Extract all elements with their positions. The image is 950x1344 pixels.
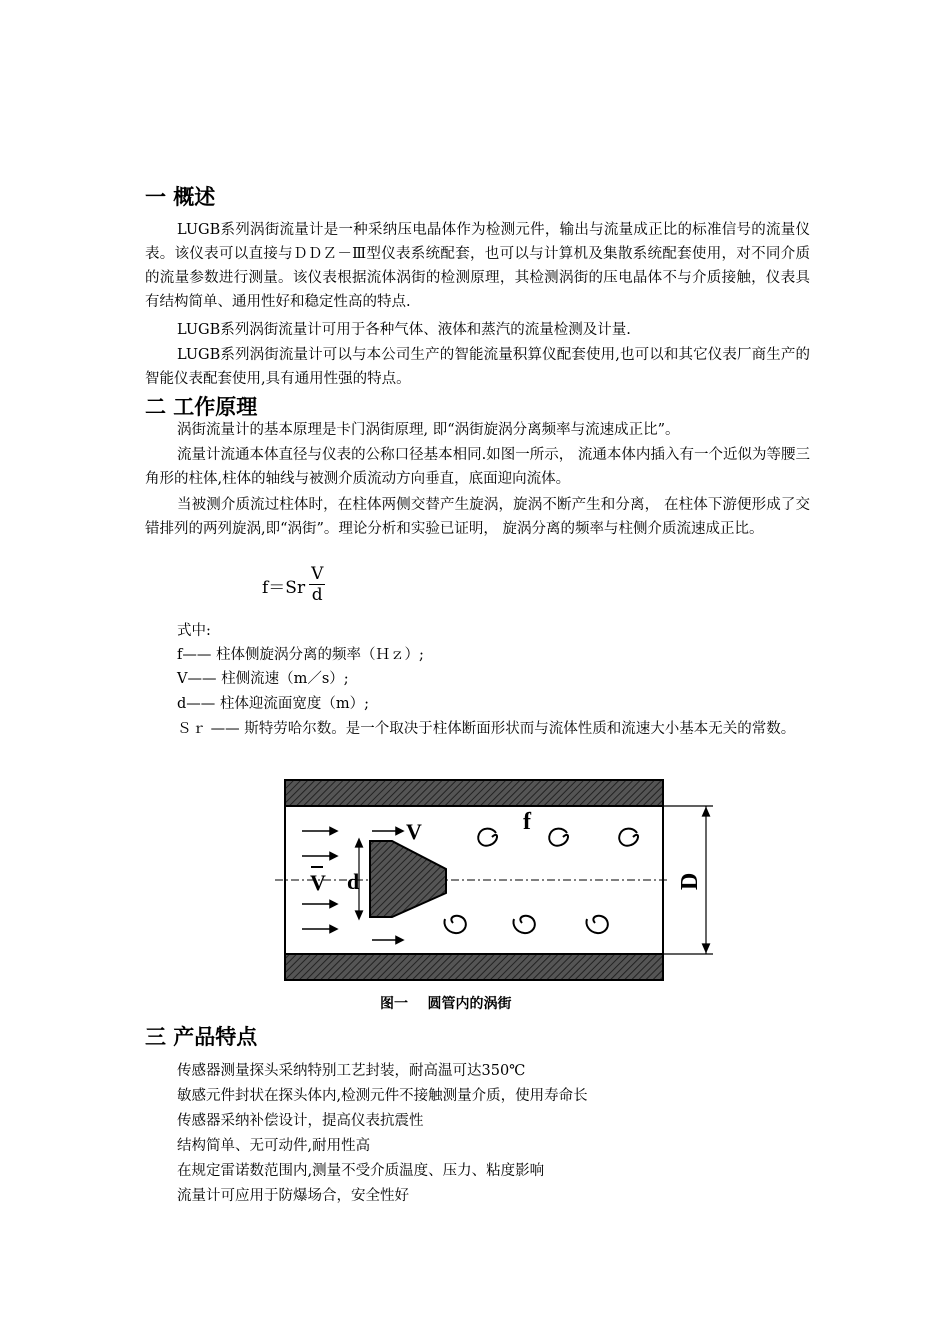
label-f: f — [523, 809, 531, 835]
section-1-paragraph-2: LUGB系列涡街流量计可用于各种气体、液体和蒸汽的流量检测及计量. — [177, 322, 631, 338]
formula-denominator: d — [311, 585, 323, 605]
feature-item: 传感器采纳补偿设计，提高仪表抗震性 — [177, 1113, 424, 1129]
feature-item: 流量计可应用于防爆场合，安全性好 — [177, 1188, 409, 1204]
section-1-paragraph-1: LUGB系列涡街流量计是一种采纳压电晶体作为检测元件，输出与流量成正比的标准信号的流量仪表。该仪表可以直接与ＤＤＺ－Ⅲ型仪表系统配套，也可以与计算机及集散系统配套使用，对不同介质的流量参数进行测量。该仪表根据流体涡街的检测原理，其检测涡街的压电晶体不与介质接触，仪表具有结构简单、通用性好和稳定性高的特点. — [145, 222, 810, 310]
section-1-paragraph-3: LUGB系列涡街流量计可以与本公司生产的智能流量积算仪配套使用,也可以和其它仪表厂商生产的智能仪表配套使用,具有通用性强的特点。 — [145, 347, 810, 387]
label-d: d — [347, 869, 360, 894]
definition-f: f—— 柱体侧旋涡分离的频率（Ｈｚ）; — [177, 647, 424, 663]
upper-vortices — [478, 829, 638, 846]
section-2-paragraph-3: 当被测介质流过柱体时，在柱体两侧交替产生旋涡，旋涡不断产生和分离， 在柱体下游便形成了交错排列的两列旋涡,即“涡街”。理论分析和实验已证明， 旋涡分离的频率与柱侧介质流速成正比。 — [145, 497, 810, 537]
pipe-wall-bottom — [285, 954, 663, 980]
strouhal-formula — [262, 563, 325, 607]
lower-vortices — [444, 916, 607, 933]
section-2-paragraph-1: 涡街流量计的基本原理是卡门涡街原理, 即“涡街旋涡分离频率与流速成正比”。 — [177, 422, 680, 438]
definition-v: V—— 柱侧流速（m／s）; — [177, 671, 349, 687]
feature-item: 结构简单、无可动件,耐用性高 — [177, 1138, 371, 1154]
bluff-body — [370, 841, 446, 917]
formula-fraction — [309, 565, 325, 605]
figure-caption: 图一 圆管内的涡街 — [380, 996, 512, 1012]
section-3-heading: 三 产品特点 — [145, 1025, 258, 1049]
feature-item: 在规定雷诺数范围内,测量不受介质温度、压力、粘度影响 — [177, 1163, 545, 1179]
where-label: 式中: — [177, 623, 211, 639]
formula-numerator: V — [311, 564, 324, 584]
label-v-top: V — [406, 819, 422, 844]
vortex-street-figure — [270, 775, 720, 985]
pipe-wall-top — [285, 780, 663, 806]
formula-lhs: f＝Sr — [262, 577, 306, 598]
label-D: D — [677, 872, 703, 890]
feature-item: 敏感元件封状在探头体内,检测元件不接触测量介质，使用寿命长 — [177, 1088, 588, 1104]
definition-sr: Ｓｒ —— 斯特劳哈尔数。是一个取决于柱体断面形状而与流体性质和流速大小基本无关的常数。 — [177, 721, 796, 737]
label-v-bar: V — [310, 870, 326, 895]
section-2-heading: 二 工作原理 — [145, 395, 258, 419]
section-2-paragraph-2: 流量计流通本体直径与仪表的公称口径基本相同.如图一所示， 流通本体内插入有一个近似为等腰三角形的柱体,柱体的轴线与被测介质流动方向垂直，底面迎向流体。 — [145, 447, 810, 487]
section-1-heading: 一 概述 — [145, 185, 216, 209]
definition-d: d—— 柱体迎流面宽度（m）; — [177, 696, 370, 712]
feature-item: 传感器测量探头采纳特别工艺封装，耐高温可达350℃ — [177, 1063, 526, 1079]
